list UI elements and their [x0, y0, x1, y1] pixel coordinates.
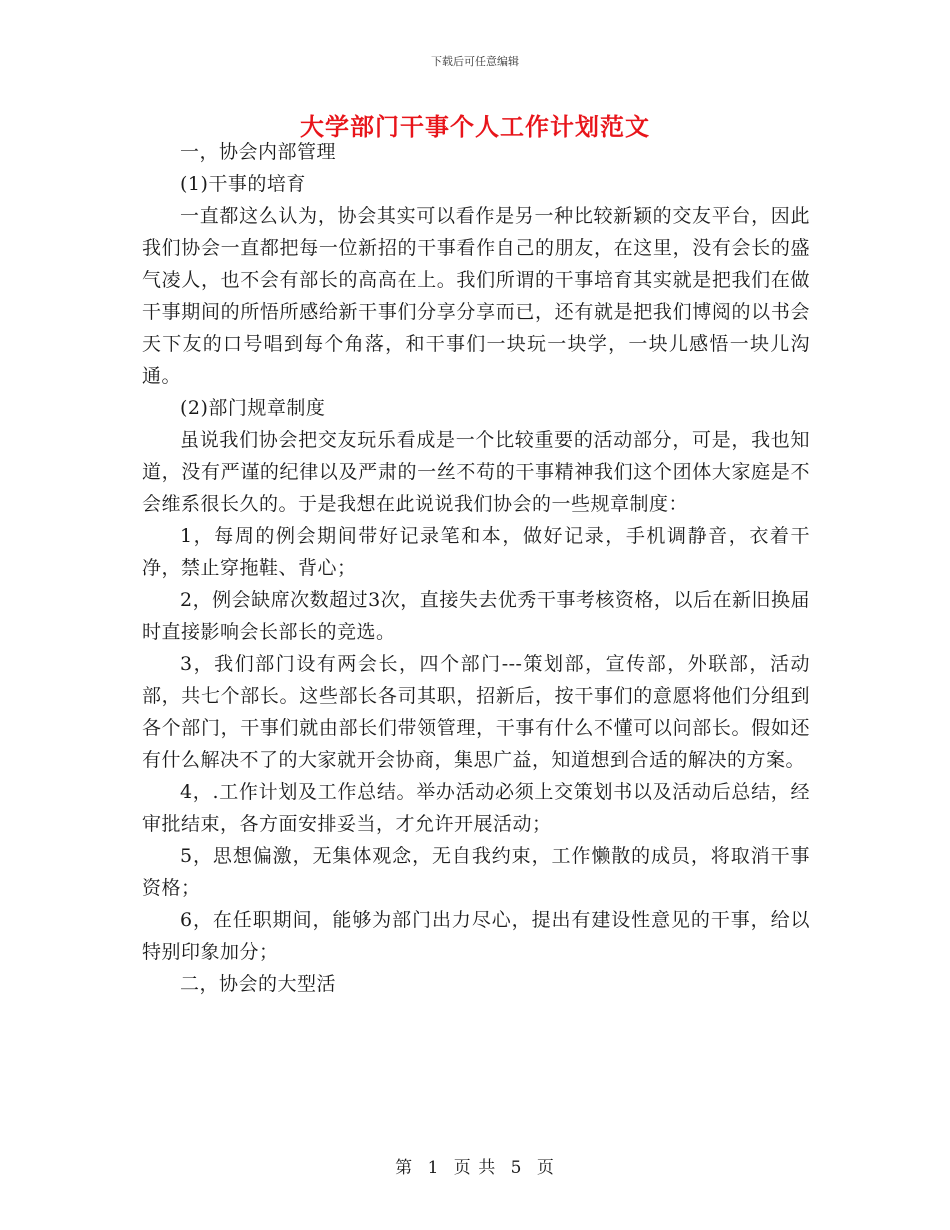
rule-item-3: 3，我们部门设有两会长，四个部门---策划部，宣传部，外联部，活动部，共七个部长。这些部长各司其职，招新后，按干事们的意愿将他们分组到各个部门，干事们就由部长们带领管理，干事有什么不懂可以问部长。假如还有什么解决不了的大家就开会协商，集思广益，知道想到合适的解决的方案。 [142, 653, 810, 771]
page-prefix: 第 [395, 1158, 414, 1178]
subsection-heading-rules: (2)部门规章制度 [180, 397, 326, 419]
rule-item-5: 5，思想偏激，无集体观念，无自我约束，工作懒散的成员，将取消干事资格； [142, 845, 810, 899]
subsection-heading-cultivation: (1)干事的培育 [180, 173, 306, 195]
page-total: 5 [510, 1158, 523, 1178]
page-mid: 页 共 [453, 1158, 497, 1178]
section-heading-internal-management: 一，协会内部管理 [180, 141, 337, 163]
rule-item-1: 1，每周的例会期间带好记录笔和本，做好记录，手机调静音，衣着干净，禁止穿拖鞋、背心； [142, 525, 810, 579]
page-footer [0, 1153, 950, 1178]
page-current: 1 [427, 1158, 440, 1178]
paragraph-rules-intro: 虽说我们协会把交友玩乐看成是一个比较重要的活动部分，可是，我也知道，没有严谨的纪律以及严肃的一丝不苟的干事精神我们这个团体大家庭是不会维系很长久的。于是我想在此说说我们协会的一些规章制度： [142, 429, 810, 515]
paragraph-cultivation: 一直都这么认为，协会其实可以看作是另一种比较新颖的交友平台，因此我们协会一直都把每一位新招的干事看作自己的朋友，在这里，没有会长的盛气凌人，也不会有部长的高高在上。我们所谓的干事培育其实就是把我们在做干事期间的所悟所感给新干事们分享分享而已，还有就是把我们博阅的以书会天下友的口号唱到每个角落，和干事们一块玩一块学，一块儿感悟一块儿沟通。 [142, 205, 810, 387]
document-body [142, 136, 810, 1000]
rule-item-6: 6，在任职期间，能够为部门出力尽心，提出有建设性意见的干事，给以特别印象加分； [142, 909, 810, 963]
page-suffix: 页 [536, 1158, 555, 1178]
rule-item-4: 4，.工作计划及工作总结。举办活动必须上交策划书以及活动后总结，经审批结束，各方面安排妥当，才允许开展活动； [142, 781, 810, 835]
rule-item-2: 2，例会缺席次数超过3次，直接失去优秀干事考核资格，以后在新旧换届时直接影响会长部长的竞选。 [142, 589, 810, 643]
section-heading-large-activities: 二，协会的大型活 [180, 973, 337, 995]
page-header-note: 下载后可任意编辑 [431, 55, 519, 68]
document-title: 大学部门干事个人工作计划范文 [300, 112, 650, 141]
